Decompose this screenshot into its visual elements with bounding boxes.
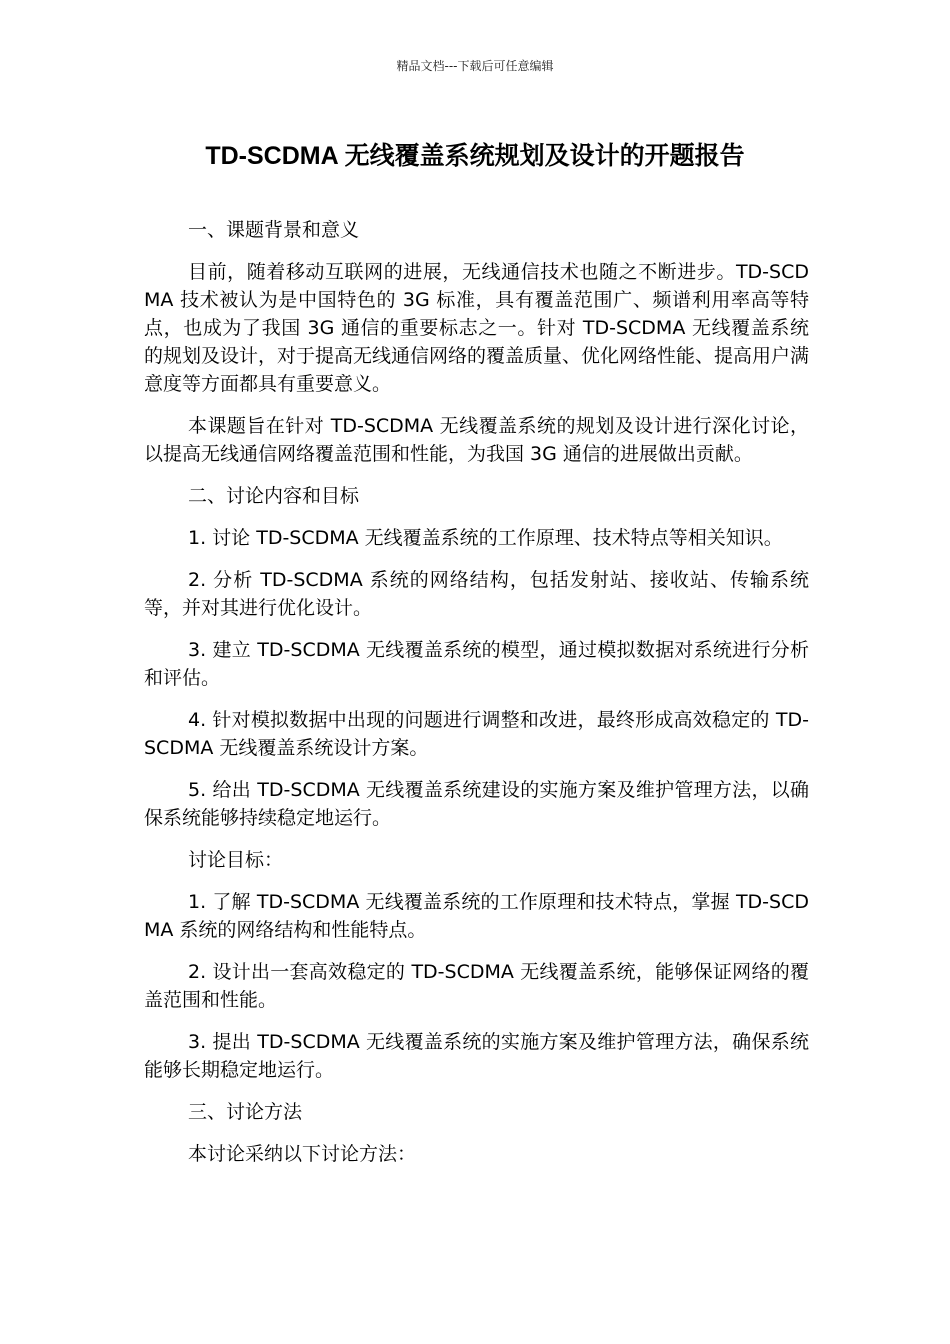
document-title: TD-SCDMA 无线覆盖系统规划及设计的开题报告 [205, 142, 745, 170]
list-item-content-1: 1. 讨论 TD-SCDMA 无线覆盖系统的工作原理、技术特点等相关知识。 [188, 527, 783, 549]
list-item-goal-2: 2. 设计出一套高效稳定的 TD-SCDMA 无线覆盖系统，能够保证网络的覆盖范围和性能。 [144, 961, 809, 1011]
section-heading-content: 二、讨论内容和目标 [188, 485, 360, 507]
list-item-content-5: 5. 给出 TD-SCDMA 无线覆盖系统建设的实施方案及维护管理方法，以确保系统能够持续稳定地运行。 [144, 779, 809, 829]
paragraph-purpose: 本课题旨在针对 TD-SCDMA 无线覆盖系统的规划及设计进行深化讨论，以提高无线通信网络覆盖范围和性能，为我国 3G 通信的进展做出贡献。 [144, 415, 809, 465]
list-item-goal-3: 3. 提出 TD-SCDMA 无线覆盖系统的实施方案及维护管理方法，确保系统能够长期稳定地运行。 [144, 1031, 809, 1081]
list-item-content-4: 4. 针对模拟数据中出现的问题进行调整和改进，最终形成高效稳定的 TD-SCDMA 无线覆盖系统设计方案。 [144, 709, 809, 759]
paragraph-methods-intro: 本讨论采纳以下讨论方法： [188, 1143, 417, 1165]
document-body [144, 216, 809, 1182]
subheading-goals: 讨论目标： [188, 849, 284, 871]
section-heading-background: 一、课题背景和意义 [188, 219, 360, 241]
section-heading-methods: 三、讨论方法 [188, 1101, 303, 1123]
paragraph-background: 目前，随着移动互联网的进展，无线通信技术也随之不断进步。TD-SCDMA 技术被认为是中国特色的 3G 标准，具有覆盖范围广、频谱利用率高等特点，也成为了我国 3G 通信的重要标志之一。针对 TD-SCDMA 无线覆盖系统的规划及设计，对于提高无线通信网络的覆盖质量、优化网络性能、提高用户满意度等方面都具有重要意义。 [144, 261, 810, 395]
list-item-content-3: 3. 建立 TD-SCDMA 无线覆盖系统的模型，通过模拟数据对系统进行分析和评估。 [144, 639, 809, 689]
list-item-goal-1: 1. 了解 TD-SCDMA 无线覆盖系统的工作原理和技术特点，掌握 TD-SCDMA 系统的网络结构和性能特点。 [144, 891, 809, 941]
list-item-content-2: 2. 分析 TD-SCDMA 系统的网络结构，包括发射站、接收站、传输系统等，并对其进行优化设计。 [144, 569, 809, 619]
page-header: 精品文档---下载后可任意编辑 [396, 59, 554, 73]
